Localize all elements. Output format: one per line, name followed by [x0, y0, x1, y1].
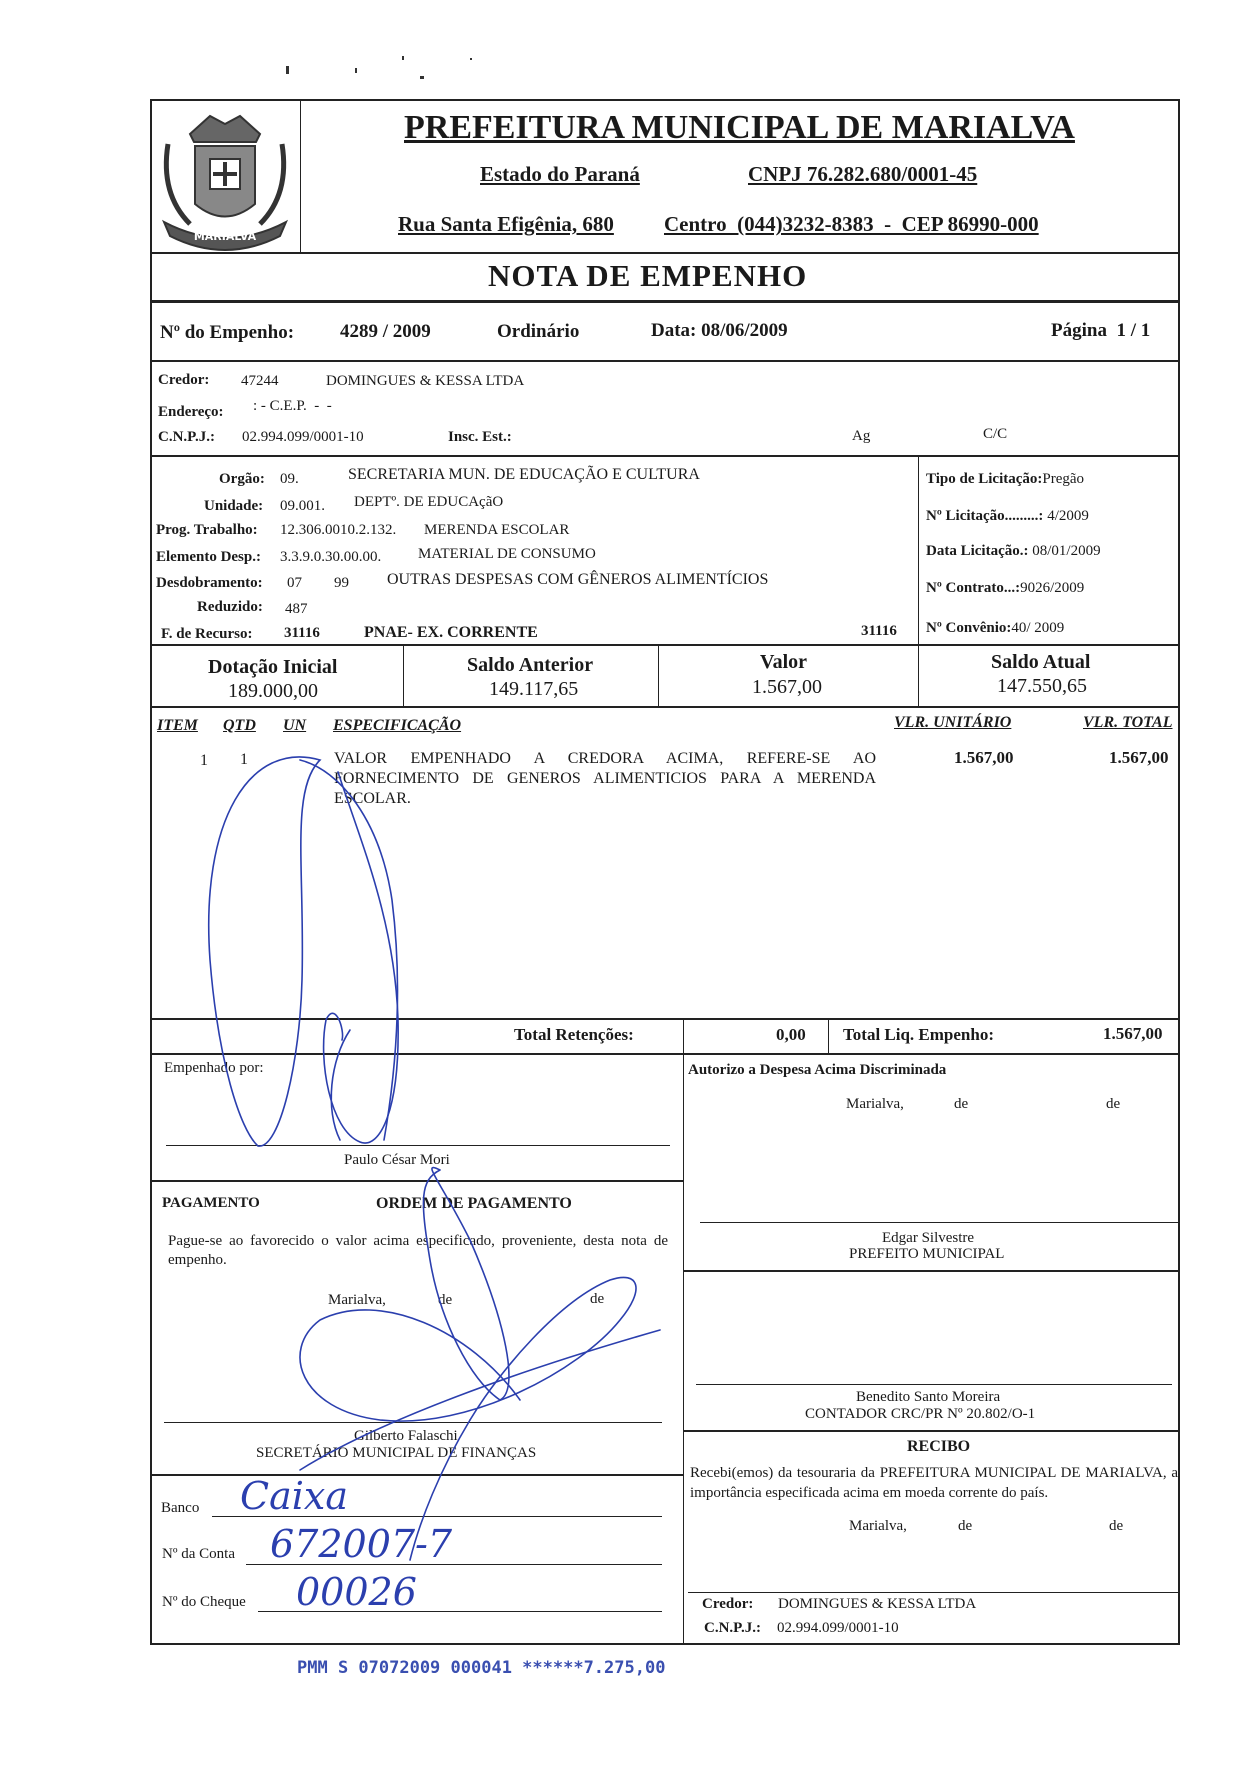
- pagamento-city: Marialva,: [328, 1292, 386, 1308]
- page-number: Página 1 / 1: [1051, 320, 1151, 341]
- desd-code-1: 07: [287, 575, 302, 591]
- address-value: : - C.E.P. - -: [253, 398, 332, 414]
- cnpj-header: CNPJ 76.282.680/0001-45: [748, 162, 978, 186]
- reduzido-value: 487: [285, 601, 308, 617]
- licitacao-numero-label: [926, 508, 1089, 525]
- contrato-label: [926, 580, 1084, 597]
- coat-of-arms: [150, 104, 300, 254]
- recibo-signature-line: [688, 1592, 1178, 1593]
- credor-code: 47244: [241, 373, 279, 389]
- licitacao-data-label: [926, 543, 1101, 560]
- cheque-label: Nº do Cheque: [162, 1594, 246, 1610]
- licitacao-tipo-value: Pregão: [1042, 471, 1085, 487]
- prefeito-signature-line: [700, 1222, 1178, 1223]
- municipality-title: PREFEITURA MUNICIPAL DE MARIALVA: [404, 109, 1075, 146]
- pagamento-de-2: de: [590, 1291, 605, 1307]
- prog-name: MERENDA ESCOLAR: [424, 522, 570, 538]
- credor-label: Credor:: [158, 372, 210, 388]
- amount-value-saldo-anterior: 149.117,65: [489, 678, 579, 700]
- contador-name: Benedito Santo Moreira: [856, 1389, 1001, 1405]
- recibo-cnpj: 02.994.099/0001-10: [777, 1620, 899, 1636]
- licitacao-numero-value: 4/2009: [1047, 508, 1089, 524]
- amount-divider-3: [918, 644, 919, 706]
- credor-name: DOMINGUES & KESSA LTDA: [326, 373, 525, 389]
- licitacao-numero-text: Nº Licitação.........:: [926, 508, 1044, 524]
- autorizo-de-2: de: [1106, 1096, 1121, 1112]
- unidade-label: Unidade:: [204, 498, 264, 514]
- rule-6: [150, 706, 1180, 708]
- convenio-value: 40/ 2009: [1011, 620, 1065, 636]
- totals-divider-1: [683, 1018, 684, 1054]
- col-spec: ESPECIFICAÇÃO: [333, 717, 462, 734]
- pagamento-text: Pague-se ao favorecido o valor acima especificado, proveniente, desta nota de empenho.: [168, 1233, 668, 1268]
- rule-2: [150, 300, 1180, 303]
- amount-label-dotacao: Dotação Inicial: [208, 656, 338, 678]
- rule-7: [150, 1018, 1180, 1020]
- recurso-code-right: 31116: [861, 623, 897, 639]
- cheque-value: 00026: [296, 1570, 417, 1614]
- empenho-number: 4289 / 2009: [340, 321, 431, 342]
- financas-signer: Gilberto Falaschi: [354, 1428, 458, 1444]
- prog-code: 12.306.0010.2.132.: [280, 522, 397, 538]
- lower-column-divider: [683, 1053, 684, 1645]
- contrato-text: Nº Contrato...:: [926, 580, 1021, 596]
- financas-signature-line: [164, 1422, 662, 1423]
- rule-5: [150, 644, 1180, 646]
- rule-10: [683, 1270, 1180, 1272]
- elem-label: Elemento Desp.:: [156, 549, 261, 565]
- liquido-value: 1.567,00: [1103, 1024, 1163, 1043]
- recibo-de-1: de: [958, 1518, 973, 1534]
- col-un: UN: [283, 717, 307, 734]
- recibo-title: RECIBO: [907, 1438, 971, 1455]
- empenhado-signature-line: [166, 1145, 670, 1146]
- amount-label-valor: Valor: [760, 651, 808, 673]
- conta-label: Nº da Conta: [162, 1546, 235, 1562]
- empenho-date: Data: 08/06/2009: [651, 320, 788, 341]
- header-divider: [300, 99, 301, 254]
- rule-3: [150, 360, 1180, 362]
- convenio-label: [926, 620, 1064, 637]
- orgao-code: 09.: [280, 471, 299, 487]
- licitacao-divider: [918, 455, 919, 645]
- amount-divider-2: [658, 644, 659, 706]
- licitacao-data-text: Data Licitação.:: [926, 543, 1029, 559]
- licitacao-tipo-text: Tipo de Licitação:: [926, 471, 1043, 487]
- street-address: Rua Santa Efigênia, 680: [398, 212, 614, 236]
- rule-4: [150, 455, 1180, 457]
- amount-label-saldo-anterior: Saldo Anterior: [467, 654, 594, 676]
- recibo-credor-name: DOMINGUES & KESSA LTDA: [778, 1596, 977, 1612]
- item-total-value: 1.567,00: [1109, 748, 1169, 767]
- convenio-text: Nº Convênio:: [926, 620, 1012, 636]
- amount-label-saldo-atual: Saldo Atual: [991, 651, 1091, 673]
- unidade-code: 09.001.: [280, 498, 325, 514]
- recibo-de-2: de: [1109, 1518, 1124, 1534]
- unidade-name: DEPTº. DE EDUCAçãO: [354, 494, 504, 510]
- autorizo-de-1: de: [954, 1096, 969, 1112]
- desd-code-2: 99: [334, 575, 349, 591]
- address-label: Endereço:: [158, 404, 224, 420]
- credor-cnpj: 02.994.099/0001-10: [242, 429, 364, 445]
- elem-name: MATERIAL DE CONSUMO: [418, 546, 596, 562]
- item-spec: VALOR EMPENHADO A CREDORA ACIMA, REFERE-SE AO FORNECIMENTO DE GENEROS ALIMENTICIOS PARA A MERENDA ESCOLAR.: [334, 750, 876, 807]
- totals-divider-2: [828, 1018, 829, 1054]
- prog-label: Prog. Trabalho:: [156, 522, 258, 538]
- banco-value: Caixa: [240, 1474, 348, 1518]
- col-total-value: VLR. TOTAL: [1083, 714, 1173, 731]
- recibo-credor-label: Credor:: [702, 1596, 754, 1612]
- rule-8: [150, 1053, 1180, 1055]
- pagamento-title: PAGAMENTO: [162, 1195, 260, 1211]
- pagamento-de-1: de: [438, 1292, 453, 1308]
- amount-value-valor: 1.567,00: [752, 676, 822, 698]
- reduzido-label: Reduzido:: [197, 599, 263, 615]
- autorizo-title: Autorizo a Despesa Acima Discriminada: [688, 1062, 947, 1078]
- desd-name: OUTRAS DESPESAS COM GÊNEROS ALIMENTÍCIOS: [387, 571, 769, 588]
- recurso-code: 31116: [284, 625, 320, 641]
- recibo-text: Recebi(emos) da tesouraria da PREFEITURA MUNICIPAL DE MARIALVA, a importância especificada acima em moeda corrente do país.: [690, 1465, 1178, 1501]
- amount-value-saldo-atual: 147.550,65: [997, 675, 1087, 697]
- empenhado-label: Empenhado por:: [164, 1060, 264, 1076]
- prefeito-name: Edgar Silvestre: [882, 1230, 975, 1246]
- recurso-label: F. de Recurso:: [161, 626, 253, 642]
- recibo-city: Marialva,: [849, 1518, 907, 1534]
- ag-label: Ag: [852, 428, 871, 444]
- contador-role: CONTADOR CRC/PR Nº 20.802/O-1: [805, 1406, 1036, 1422]
- col-item: ITEM: [157, 717, 198, 734]
- cnpj-label: C.N.P.J.:: [158, 429, 215, 445]
- rule-9: [150, 1180, 684, 1182]
- elem-code: 3.3.9.0.30.00.00.: [280, 549, 382, 565]
- contrato-value: 9026/2009: [1020, 580, 1085, 596]
- retencoes-value: 0,00: [776, 1025, 806, 1044]
- retencoes-label: Total Retenções:: [514, 1025, 634, 1044]
- rule-12: [150, 1474, 684, 1476]
- ordem-pagamento-title: ORDEM DE PAGAMENTO: [376, 1195, 572, 1212]
- item-unit-value: 1.567,00: [954, 748, 1014, 767]
- orgao-name: SECRETARIA MUN. DE EDUCAÇÃO E CULTURA: [348, 466, 700, 483]
- state-name: Estado do Paraná: [480, 162, 640, 186]
- autorizo-city: Marialva,: [846, 1096, 904, 1112]
- licitacao-tipo-label: [926, 471, 1084, 488]
- liquido-label: Total Liq. Empenho:: [843, 1025, 994, 1044]
- col-unit-value: VLR. UNITÁRIO: [894, 714, 1012, 731]
- amount-value-dotacao: 189.000,00: [228, 680, 318, 702]
- recurso-name: PNAE- EX. CORRENTE: [364, 624, 538, 641]
- rule-11: [683, 1430, 1180, 1432]
- rule-1: [150, 252, 1180, 254]
- cc-label: C/C: [983, 426, 1008, 442]
- col-qtd: QTD: [223, 717, 256, 734]
- empenho-type: Ordinário: [497, 321, 580, 342]
- financas-role: SECRETÁRIO MUNICIPAL DE FINANÇAS: [256, 1445, 537, 1461]
- bank-stamp: PMM S 07072009 000041 ******7.275,00: [297, 1658, 666, 1678]
- recibo-cnpj-label: C.N.P.J.:: [704, 1620, 761, 1636]
- item-qtd: 1: [240, 751, 248, 768]
- empenhado-signer: Paulo César Mori: [344, 1152, 450, 1168]
- banco-label: Banco: [161, 1500, 200, 1516]
- district-phone-cep: Centro (044)3232-8383 - CEP 86990-000: [664, 212, 1039, 236]
- empenho-number-label: Nº do Empenho:: [160, 322, 295, 343]
- orgao-label: Orgão:: [219, 471, 265, 487]
- coat-of-arms-lettering: MARIALVA: [193, 230, 257, 243]
- licitacao-data-value: 08/01/2009: [1032, 543, 1101, 559]
- insc-est-label: Insc. Est.:: [448, 429, 512, 445]
- desd-label: Desdobramento:: [156, 575, 263, 591]
- contador-signature-line: [696, 1384, 1172, 1385]
- prefeito-role: PREFEITO MUNICIPAL: [849, 1246, 1005, 1262]
- item-number: 1: [200, 752, 208, 769]
- conta-value: 672007-7: [270, 1522, 453, 1566]
- amount-divider-1: [403, 644, 404, 706]
- doc-title: NOTA DE EMPENHO: [488, 258, 808, 293]
